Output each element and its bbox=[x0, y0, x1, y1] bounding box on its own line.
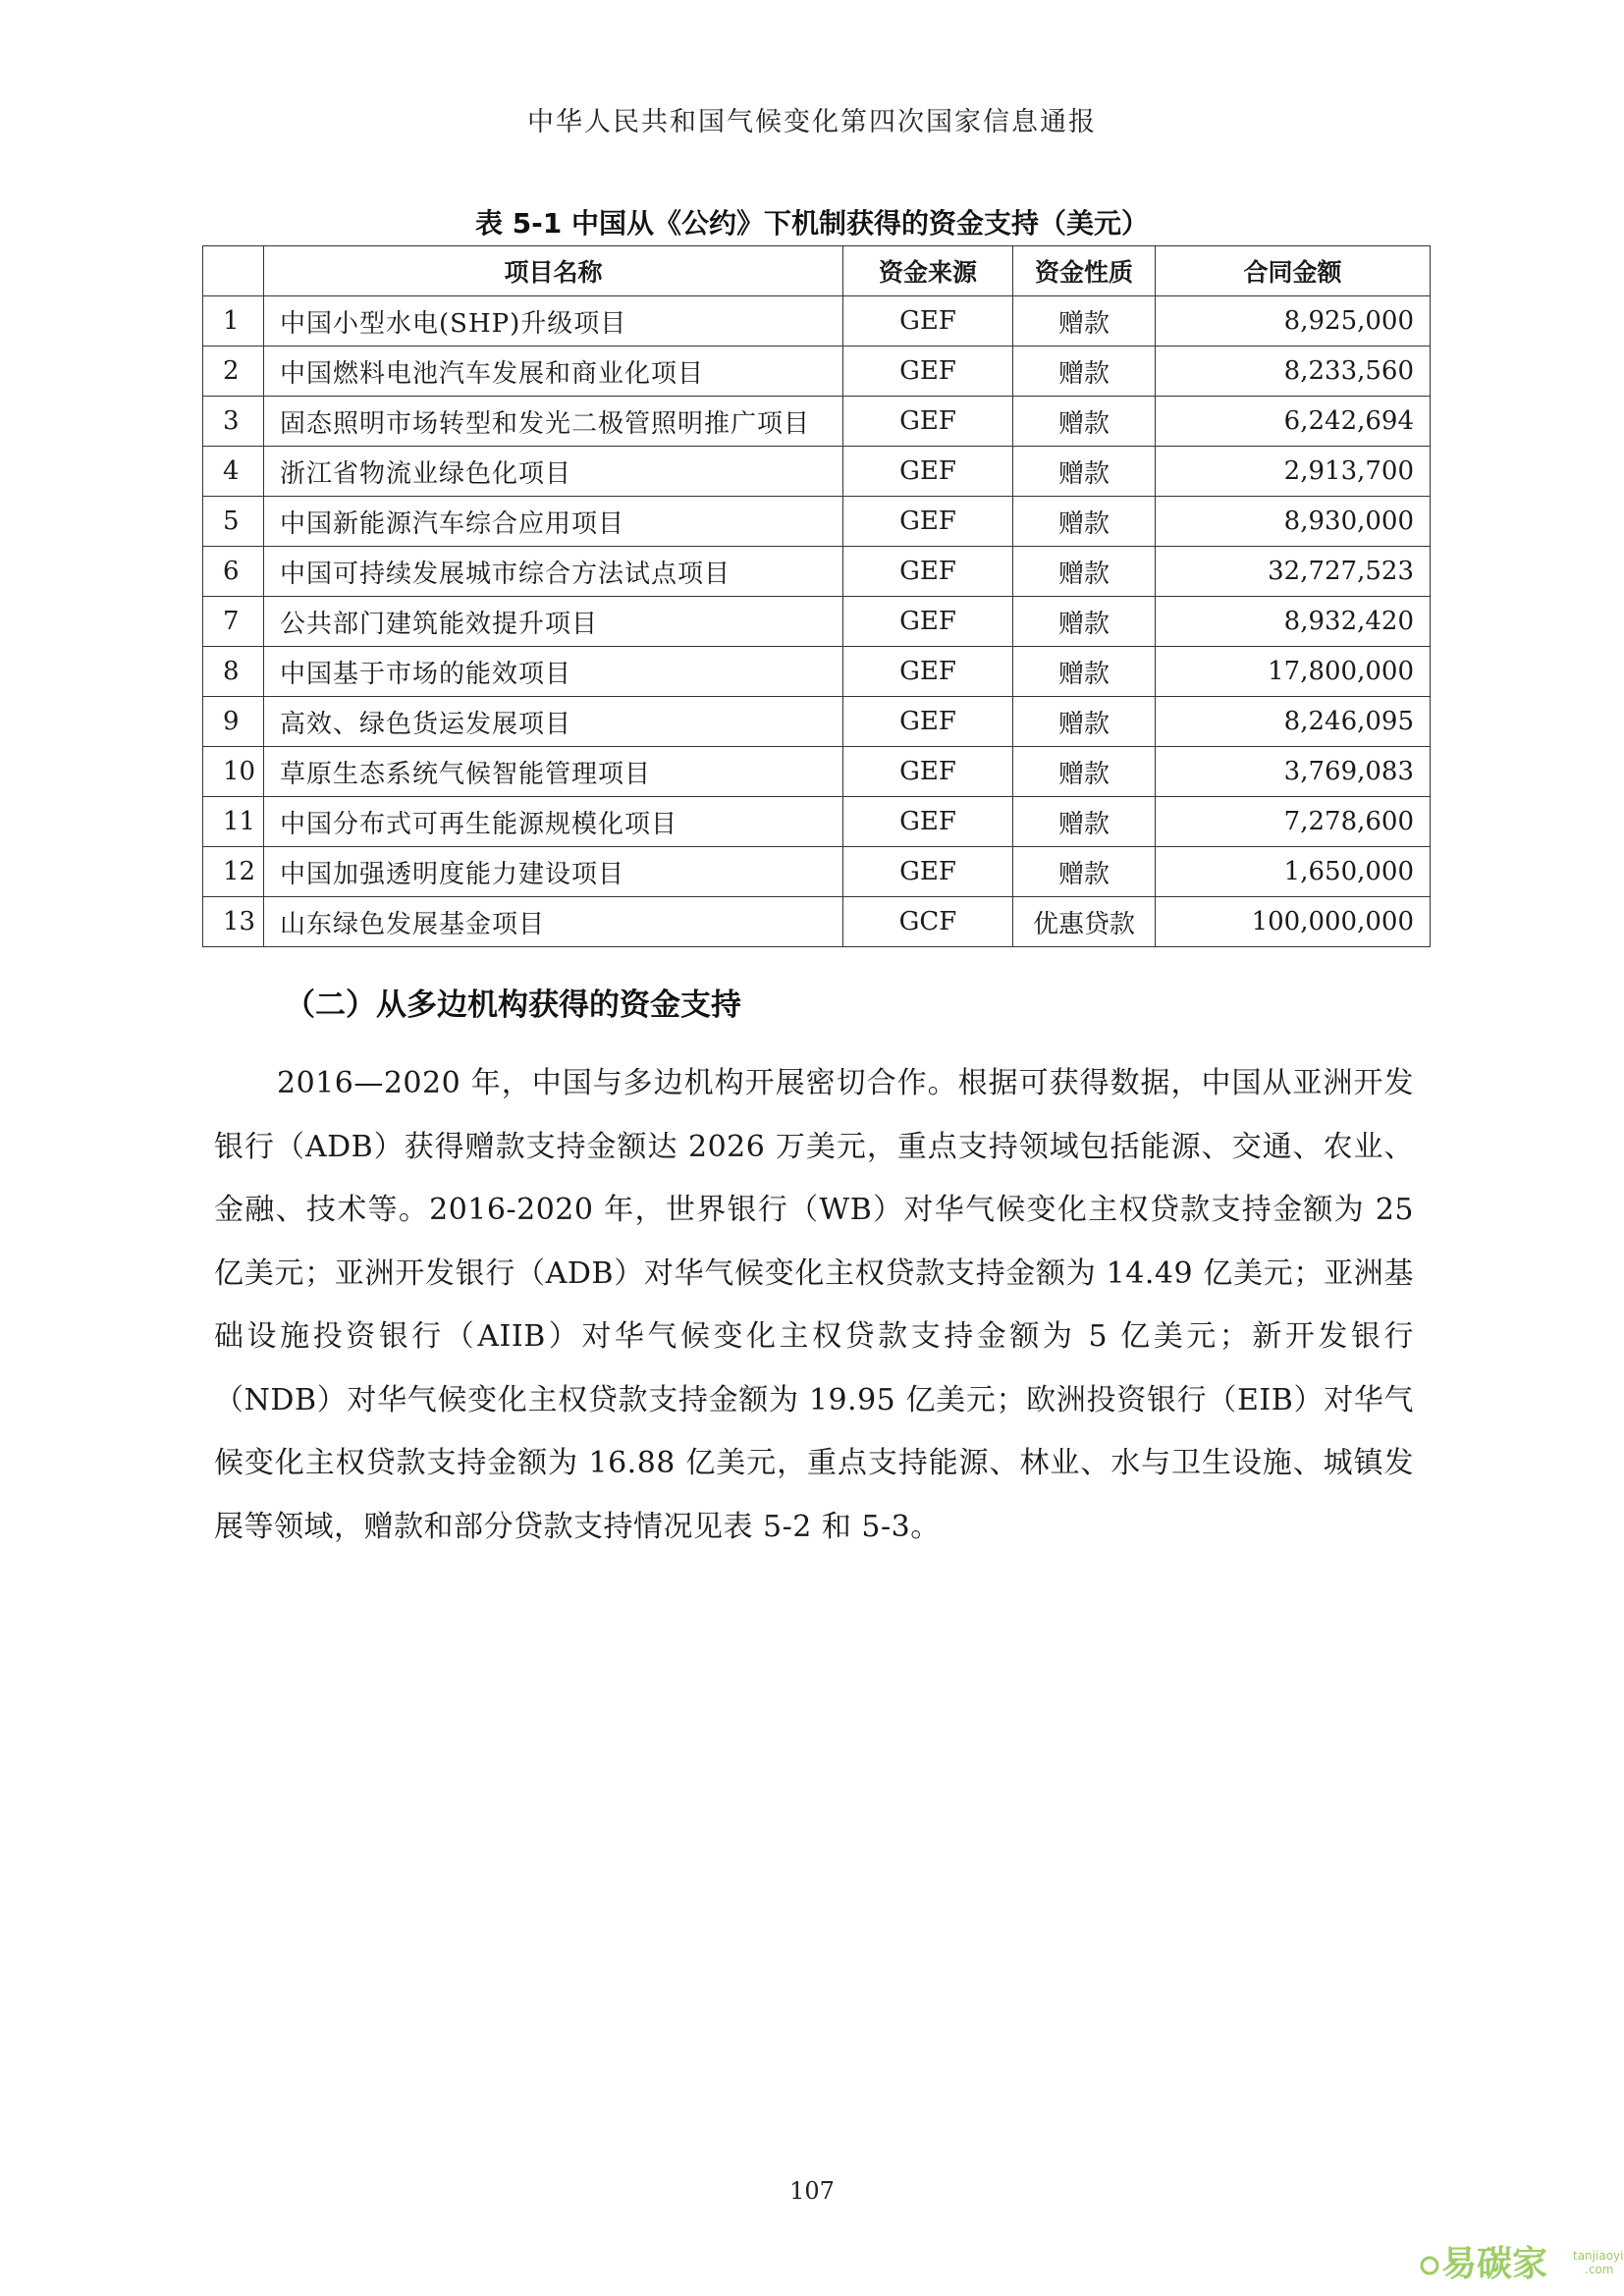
leaf-icon bbox=[1422, 2258, 1437, 2273]
project-name-cell: 固态照明市场转型和发光二极管照明推广项目 bbox=[264, 397, 843, 447]
funding-type-cell: 赠款 bbox=[1013, 347, 1156, 397]
table-row bbox=[203, 497, 1431, 547]
table-row bbox=[203, 397, 1431, 447]
project-name-cell: 公共部门建筑能效提升项目 bbox=[264, 597, 843, 647]
funding-source-cell: GEF bbox=[843, 797, 1013, 847]
column-header-source: 资金来源 bbox=[843, 246, 1013, 296]
body-paragraph: 2016—2020 年，中国与多边机构开展密切合作。根据可获得数据，中国从亚洲开发银行（ADB）获得赠款支持金额达 2026 万美元，重点支持领域包括能源、交通、农业、金融、技术等。2016-2020 年，世界银行（WB）对华气候变化主权贷款支持金额为 25 亿美元；亚洲开发银行（ADB）对华气候变化主权贷款支持金额为 14.49 亿美元；亚洲基础设施投资银行（AIIB）对华气候变化主权贷款支持金额为 5 亿美元；新开发银行（NDB）对华气候变化主权贷款支持金额为 19.95 亿美元；欧洲投资银行（EIB）对华气候变化主权贷款支持金额为 16.88 亿美元，重点支持能源、林业、水与卫生设施、城镇发展等领域，赠款和部分贷款支持情况见表 5-2 和 5-3。 bbox=[214, 1066, 1414, 1544]
row-number-cell: 5 bbox=[203, 497, 264, 547]
funding-source-cell: GCF bbox=[843, 897, 1013, 947]
row-number-cell: 8 bbox=[203, 647, 264, 697]
contract-amount-cell: 8,930,000 bbox=[1156, 497, 1431, 547]
column-header-type: 资金性质 bbox=[1013, 246, 1156, 296]
funding-source-cell: GEF bbox=[843, 847, 1013, 897]
watermark-brand: 易碳家 bbox=[1441, 2244, 1548, 2284]
table-body bbox=[203, 296, 1431, 947]
funding-type-cell: 赠款 bbox=[1013, 497, 1156, 547]
watermark-domain-line1: tanjiaoyi bbox=[1573, 2249, 1624, 2263]
funding-type-cell: 赠款 bbox=[1013, 397, 1156, 447]
column-header-amount: 合同金额 bbox=[1156, 246, 1431, 296]
project-name-cell: 中国基于市场的能效项目 bbox=[264, 647, 843, 697]
funding-source-cell: GEF bbox=[843, 296, 1013, 347]
row-number-cell: 12 bbox=[203, 847, 264, 897]
contract-amount-cell: 3,769,083 bbox=[1156, 747, 1431, 797]
funding-source-cell: GEF bbox=[843, 447, 1013, 497]
project-name-cell: 中国新能源汽车综合应用项目 bbox=[264, 497, 843, 547]
contract-amount-cell: 1,650,000 bbox=[1156, 847, 1431, 897]
table-row bbox=[203, 447, 1431, 497]
funding-source-cell: GEF bbox=[843, 497, 1013, 547]
funding-type-cell: 赠款 bbox=[1013, 597, 1156, 647]
funding-type-cell: 赠款 bbox=[1013, 296, 1156, 347]
contract-amount-cell: 8,932,420 bbox=[1156, 597, 1431, 647]
row-number-cell: 9 bbox=[203, 697, 264, 747]
row-number-cell: 1 bbox=[203, 296, 264, 347]
project-name-cell: 浙江省物流业绿色化项目 bbox=[264, 447, 843, 497]
table-row bbox=[203, 747, 1431, 797]
table-row bbox=[203, 697, 1431, 747]
contract-amount-cell: 6,242,694 bbox=[1156, 397, 1431, 447]
funding-source-cell: GEF bbox=[843, 747, 1013, 797]
funding-source-cell: GEF bbox=[843, 647, 1013, 697]
table-row bbox=[203, 547, 1431, 597]
running-header: 中华人民共和国气候变化第四次国家信息通报 bbox=[527, 107, 1097, 137]
table-caption: 表 5-1 中国从《公约》下机制获得的资金支持（美元） bbox=[474, 207, 1150, 240]
row-number-cell: 2 bbox=[203, 347, 264, 397]
column-header-no bbox=[203, 246, 264, 296]
row-number-cell: 10 bbox=[203, 747, 264, 797]
contract-amount-cell: 7,278,600 bbox=[1156, 797, 1431, 847]
table-row bbox=[203, 347, 1431, 397]
project-name-cell: 草原生态系统气候智能管理项目 bbox=[264, 747, 843, 797]
page-number: 107 bbox=[789, 2177, 835, 2205]
project-name-cell: 中国可持续发展城市综合方法试点项目 bbox=[264, 547, 843, 597]
funding-table bbox=[202, 245, 1431, 947]
table-row bbox=[203, 797, 1431, 847]
row-number-cell: 6 bbox=[203, 547, 264, 597]
row-number-cell: 13 bbox=[203, 897, 264, 947]
project-name-cell: 中国燃料电池汽车发展和商业化项目 bbox=[264, 347, 843, 397]
funding-type-cell: 赠款 bbox=[1013, 747, 1156, 797]
funding-type-cell: 优惠贷款 bbox=[1013, 897, 1156, 947]
funding-type-cell: 赠款 bbox=[1013, 547, 1156, 597]
project-name-cell: 中国小型水电(SHP)升级项目 bbox=[264, 296, 843, 347]
watermark-logo bbox=[1416, 2236, 1624, 2287]
project-name-cell: 山东绿色发展基金项目 bbox=[264, 897, 843, 947]
table-row bbox=[203, 597, 1431, 647]
table-row bbox=[203, 847, 1431, 897]
row-number-cell: 4 bbox=[203, 447, 264, 497]
row-number-cell: 7 bbox=[203, 597, 264, 647]
funding-source-cell: GEF bbox=[843, 347, 1013, 397]
table-row bbox=[203, 647, 1431, 697]
contract-amount-cell: 8,233,560 bbox=[1156, 347, 1431, 397]
funding-source-cell: GEF bbox=[843, 697, 1013, 747]
project-name-cell: 中国加强透明度能力建设项目 bbox=[264, 847, 843, 897]
watermark-domain-line2: .com bbox=[1585, 2263, 1614, 2276]
funding-type-cell: 赠款 bbox=[1013, 797, 1156, 847]
table-row bbox=[203, 897, 1431, 947]
funding-type-cell: 赠款 bbox=[1013, 847, 1156, 897]
funding-type-cell: 赠款 bbox=[1013, 697, 1156, 747]
project-name-cell: 中国分布式可再生能源规模化项目 bbox=[264, 797, 843, 847]
contract-amount-cell: 32,727,523 bbox=[1156, 547, 1431, 597]
funding-type-cell: 赠款 bbox=[1013, 447, 1156, 497]
table-row bbox=[203, 296, 1431, 347]
contract-amount-cell: 17,800,000 bbox=[1156, 647, 1431, 697]
funding-source-cell: GEF bbox=[843, 547, 1013, 597]
project-name-cell: 高效、绿色货运发展项目 bbox=[264, 697, 843, 747]
row-number-cell: 11 bbox=[203, 797, 264, 847]
table-header-row bbox=[203, 246, 1431, 296]
contract-amount-cell: 100,000,000 bbox=[1156, 897, 1431, 947]
row-number-cell: 3 bbox=[203, 397, 264, 447]
section-heading: （二）从多边机构获得的资金支持 bbox=[285, 988, 741, 1023]
contract-amount-cell: 2,913,700 bbox=[1156, 447, 1431, 497]
column-header-project-name: 项目名称 bbox=[264, 246, 843, 296]
contract-amount-cell: 8,925,000 bbox=[1156, 296, 1431, 347]
funding-source-cell: GEF bbox=[843, 597, 1013, 647]
contract-amount-cell: 8,246,095 bbox=[1156, 697, 1431, 747]
funding-type-cell: 赠款 bbox=[1013, 647, 1156, 697]
funding-source-cell: GEF bbox=[843, 397, 1013, 447]
